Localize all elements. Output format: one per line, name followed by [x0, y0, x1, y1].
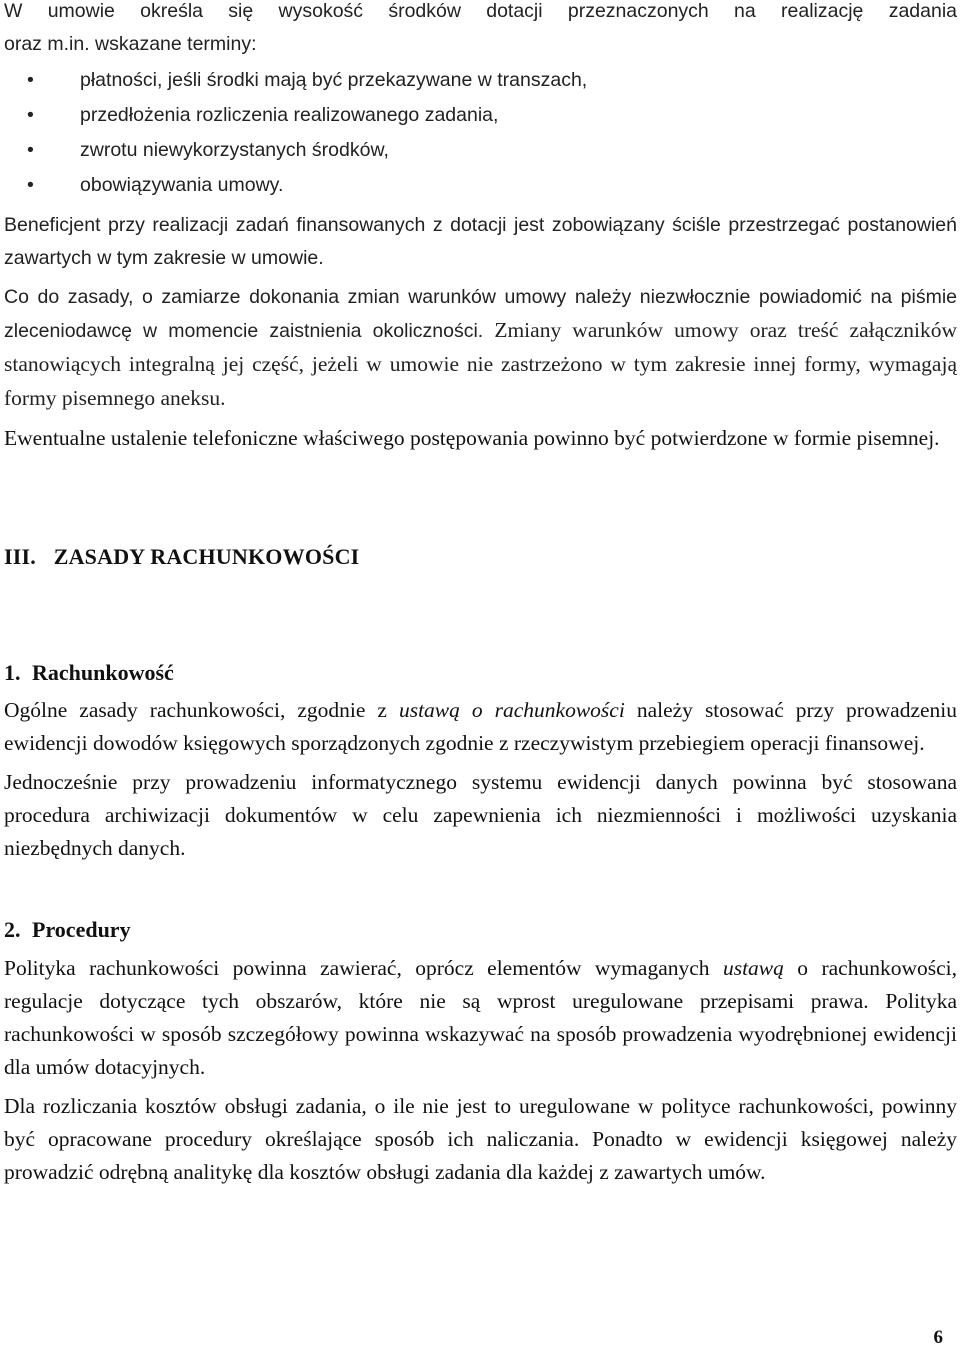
phone-arrangement-paragraph: Ewentualne ustalenie telefoniczne właściwego postępowania powinno być potwierdzone w formie pisemnej. [4, 426, 940, 450]
page-number: 6 [933, 1327, 943, 1348]
accounting-policy-text-b: o rachunkowości, regulacje dotyczące tych obszarów, które nie są wprost uregulowane przepisami prawa. Polityka rachunkowości w sposób szczegółowy powinna wskazywać na sposób prowadzenia wyodrębnionej ewidencji dla umów dotacyjnych. [4, 956, 957, 1079]
bullet-glyph: • [27, 69, 34, 91]
list-item-text: przedłożenia rozliczenia realizowanego zadania, [80, 104, 499, 126]
list-item-text: obowiązywania umowy. [80, 174, 284, 196]
subsection-number: 2. [4, 917, 21, 942]
service-costs-paragraph: Dla rozliczania kosztów obsługi zadania, o ile nie jest to uregulowane w polityce rachunkowości, powinny być opracowane procedury określające sposób ich naliczania. Ponadto w ewidencji księgowej należy prowadzić odrębną analitykę dla kosztów obsługi zadania dla każdej z zawartych umów. [4, 1094, 957, 1184]
contract-changes-paragraph [4, 281, 957, 416]
list-item [4, 168, 957, 203]
document-page [4, 0, 957, 1189]
contract-changes-part-1: Co do zasady, o zamiarze dokonania zmian warunków umowy należy niezwłocznie powiadomić na piśmie zleceniodawcę w momencie zaistnienia okoliczności. [4, 286, 957, 342]
list-item [4, 133, 957, 168]
beneficiary-paragraph: Beneficjent przy realizacji zadań finansowanych z dotacji jest zobowiązany ściśle przestrzegać postanowień zawartych w tym zakresie w umowie. [4, 214, 957, 269]
subsection-number: 1. [4, 660, 21, 685]
accounting-policy-paragraph [4, 952, 957, 1084]
section-heading [4, 542, 957, 572]
subsection-heading [4, 658, 957, 688]
bullet-glyph: • [27, 174, 34, 196]
intro-paragraph [4, 0, 957, 61]
section-number: III. [4, 544, 36, 569]
accounting-rules-paragraph [4, 694, 957, 760]
section-title: ZASADY RACHUNKOWOŚCI [53, 544, 360, 569]
accounting-act-reference: ustawą [722, 956, 784, 980]
bullet-glyph: • [27, 139, 34, 161]
accounting-act-reference: ustawą o rachunkowości [398, 698, 625, 722]
accounting-rules-text-a: Ogólne zasady rachunkowości, zgodnie z [4, 698, 399, 722]
subsection-heading [4, 915, 957, 945]
list-item-text: zwrotu niewykorzystanych środków, [80, 139, 389, 161]
bullet-glyph: • [27, 104, 34, 126]
list-item [4, 63, 957, 98]
intro-line-1: W umowie określa się wysokość środków dotacji przeznaczonych na realizację zadania [4, 0, 957, 22]
subsection-title: Procedury [32, 917, 131, 942]
archiving-paragraph: Jednocześnie przy prowadzeniu informatycznego systemu ewidencji danych powinna być stosowana procedura archiwizacji dokumentów w celu zapewnienia ich niezmienności i możliwości uzyskania niezbędnych danych. [4, 770, 957, 860]
subsection-title: Rachunkowość [32, 660, 174, 685]
accounting-rules-text-b: należy stosować przy prowadzeniu ewidencji dowodów księgowych sporządzonych zgodnie z rzeczywistym przebiegiem operacji finansowej. [4, 698, 958, 755]
terms-list [4, 63, 957, 203]
contract-changes-part-2: Zmiany warunków umowy oraz treść załączników stanowiących integralną jej część, jeżeli w umowie nie zastrzeżono w tym zakresie innej formy, wymagają formy pisemnego aneksu. [4, 318, 957, 410]
accounting-policy-text-a: Polityka rachunkowości powinna zawierać, oprócz elementów wymaganych [4, 956, 723, 980]
list-item [4, 98, 957, 133]
list-item-text: płatności, jeśli środki mają być przekazywane w transzach, [80, 69, 588, 91]
intro-line-2: oraz m.in. wskazane terminy: [4, 33, 257, 55]
